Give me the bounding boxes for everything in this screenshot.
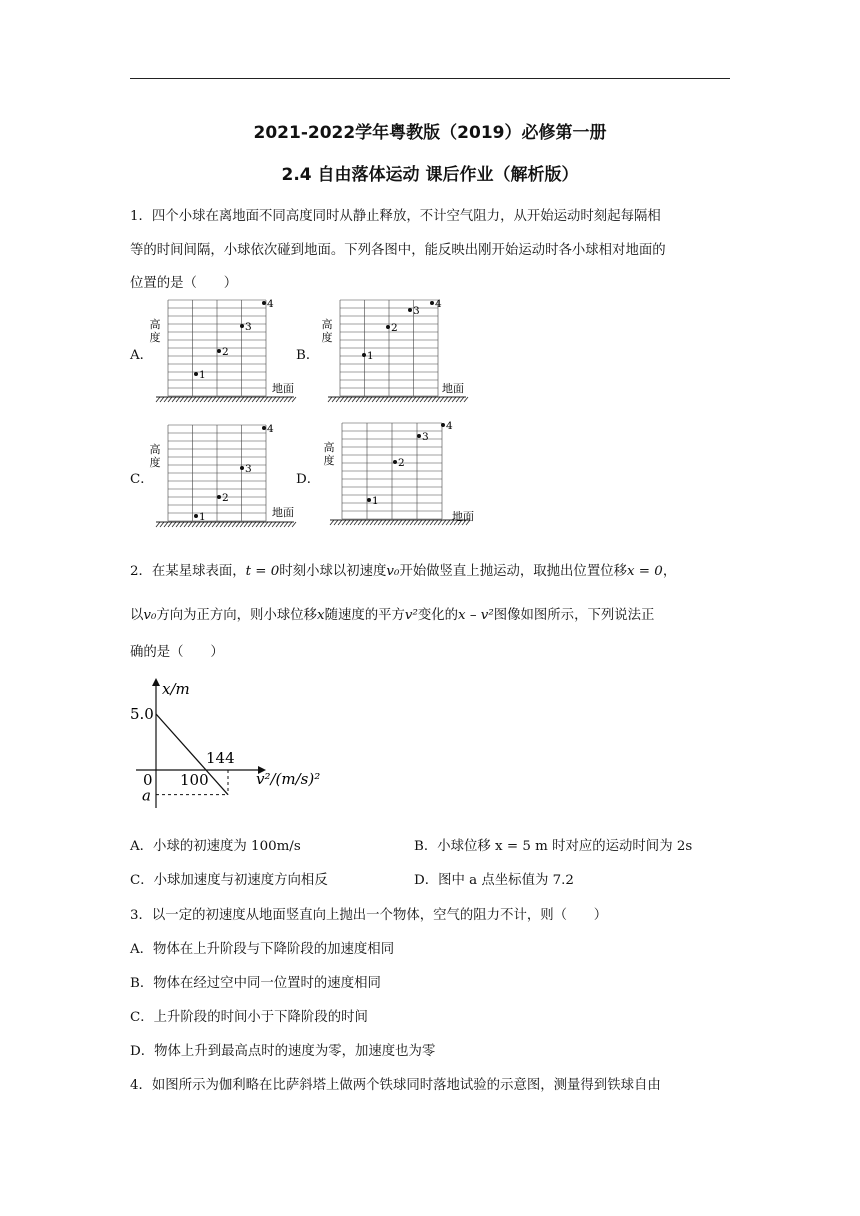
ground-label: 地面 (442, 382, 464, 395)
ground-hatch (288, 397, 292, 402)
ground-hatch (336, 397, 340, 402)
q2-chart (130, 676, 360, 816)
ground-hatch (328, 397, 332, 402)
q1-option-b-label: B． (296, 348, 320, 363)
ground-hatch (456, 397, 460, 402)
tick-label: 0 (143, 771, 153, 789)
axis-label-top: 高 (323, 441, 335, 454)
ground-hatch (216, 522, 220, 527)
ground-hatch (184, 397, 188, 402)
ball-label-3: 3 (422, 431, 429, 443)
q2-option-c: C．小球加速度与初速度方向相反 (130, 873, 328, 888)
q1-option-a-label: A． (130, 348, 154, 363)
ground-hatch (180, 522, 184, 527)
ground-hatch (430, 520, 434, 525)
ground-hatch (356, 397, 360, 402)
axis-label-bottom: 度 (149, 331, 161, 344)
q2-text: 开始做竖直上抛运动，取抛出位置位移 (399, 564, 627, 579)
ground-hatch (434, 520, 438, 525)
ground-hatch (180, 397, 184, 402)
ground-hatch (264, 522, 268, 527)
ground-hatch (244, 397, 248, 402)
ground-hatch (208, 522, 212, 527)
ground-hatch (292, 397, 296, 402)
ground-hatch (392, 397, 396, 402)
ground-hatch (276, 522, 280, 527)
ground-hatch (164, 397, 168, 402)
q2-math-x: x (317, 608, 325, 623)
ball-label-4: 4 (435, 298, 442, 310)
q2-text: 变化的 (417, 608, 459, 623)
ground-hatch (464, 397, 468, 402)
ground-hatch (370, 520, 374, 525)
ground-hatch (168, 397, 172, 402)
ground-hatch (248, 397, 252, 402)
ground-hatch (284, 522, 288, 527)
ground-hatch (444, 397, 448, 402)
ground-hatch (256, 397, 260, 402)
ground-hatch (410, 520, 414, 525)
ball-point-4 (430, 301, 434, 305)
ground-hatch (346, 520, 350, 525)
ground-hatch (384, 397, 388, 402)
ground-hatch (440, 397, 444, 402)
ground-hatch (272, 522, 276, 527)
ball-label-3: 3 (245, 321, 252, 333)
q2-math-v0: v₀ (143, 608, 157, 623)
q2-math-v0: v₀ (386, 564, 400, 579)
q2-text: ， (662, 564, 677, 579)
q1-figure-a (150, 298, 297, 402)
q2-line2 (130, 604, 654, 623)
ground-hatch (260, 522, 264, 527)
ground-hatch (422, 520, 426, 525)
ground-hatch (376, 397, 380, 402)
q2-line1 (130, 560, 676, 579)
q2-math-t0: t = 0 (245, 564, 280, 579)
ground-hatch (268, 397, 272, 402)
q2-option-a: A．小球的初速度为 100m/s (130, 839, 301, 854)
ground-hatch (438, 520, 442, 525)
ground-hatch (220, 397, 224, 402)
ground-hatch (374, 520, 378, 525)
ground-hatch (232, 397, 236, 402)
ground-hatch (232, 522, 236, 527)
q3-option-d: D．物体上升到最高点时的速度为零，加速度也为零 (130, 1044, 436, 1059)
ground-hatch (212, 397, 216, 402)
ground-hatch (386, 520, 390, 525)
q1-line2: 等的时间间隔，小球依次碰到地面。下列各图中，能反映出刚开始运动时各小球相对地面的 (130, 243, 666, 258)
q2-math-x0: x = 0 (627, 564, 663, 579)
ball-label-2: 2 (222, 492, 229, 504)
q2-text: 随速度的平方 (324, 608, 405, 623)
q1-option-c-label: C． (130, 472, 154, 487)
ground-hatch (348, 397, 352, 402)
ground-hatch (372, 397, 376, 402)
ground-hatch (342, 520, 346, 525)
ground-hatch (428, 397, 432, 402)
ball-point-2 (217, 349, 221, 353)
x-axis-label: v²/(m/s)² (256, 770, 321, 788)
axis-label-top: 高 (149, 443, 161, 456)
ground-hatch (224, 522, 228, 527)
ground-hatch (264, 397, 268, 402)
ground-label: 地面 (452, 510, 474, 523)
ground-hatch (354, 520, 358, 525)
point-a-label: a (142, 786, 151, 805)
q1-line1: 1．四个小球在离地面不同高度同时从静止释放，不计空气阻力，从开始运动时刻起每隔相 (130, 209, 661, 224)
q2-text: 图像如图所示，下列说法正 (493, 608, 655, 623)
ground-hatch (208, 397, 212, 402)
ball-point-1 (367, 498, 371, 502)
ground-hatch (288, 522, 292, 527)
ground-hatch (442, 520, 446, 525)
ball-point-3 (417, 434, 421, 438)
ball-label-2: 2 (391, 322, 398, 334)
ball-point-2 (217, 495, 221, 499)
q1-option-d-label: D． (296, 472, 321, 487)
ground-hatch (176, 522, 180, 527)
ground-hatch (280, 522, 284, 527)
ground-hatch (388, 397, 392, 402)
ground-hatch (172, 522, 176, 527)
ground-hatch (156, 522, 160, 527)
ground-hatch (224, 397, 228, 402)
ball-point-4 (262, 301, 266, 305)
ball-label-1: 1 (199, 511, 206, 523)
q1-figures (0, 0, 860, 540)
ground-hatch (406, 520, 410, 525)
ground-label: 地面 (272, 382, 294, 395)
ground-hatch (352, 397, 356, 402)
tick-label: 100 (180, 771, 209, 789)
ground-hatch (446, 520, 450, 525)
ball-label-3: 3 (413, 305, 420, 317)
ground-hatch (168, 522, 172, 527)
ground-hatch (236, 522, 240, 527)
ground-hatch (420, 397, 424, 402)
ground-hatch (404, 397, 408, 402)
ground-hatch (344, 397, 348, 402)
ground-hatch (432, 397, 436, 402)
ground-hatch (272, 397, 276, 402)
ball-point-2 (386, 325, 390, 329)
q1-line3: 位置的是（ ） (130, 276, 238, 291)
doc-title: 2021-2022学年粤教版（2019）必修第一册 (253, 123, 607, 143)
y-axis-arrow (152, 678, 160, 686)
ground-hatch (358, 520, 362, 525)
ground-hatch (334, 520, 338, 525)
ground-hatch (380, 397, 384, 402)
ball-point-2 (393, 460, 397, 464)
ball-point-1 (194, 514, 198, 518)
ground-label: 地面 (272, 506, 294, 519)
ground-hatch (228, 397, 232, 402)
ground-hatch (200, 397, 204, 402)
q3-option-a: A．物体在上升阶段与下降阶段的加速度相同 (130, 942, 395, 957)
ground-hatch (338, 520, 342, 525)
q2-line3: 确的是（ ） (130, 645, 224, 660)
ground-hatch (184, 522, 188, 527)
doc-subtitle: 2.4 自由落体运动 课后作业（解析版） (281, 165, 579, 185)
tick-label: 5.0 (130, 705, 154, 723)
ball-point-4 (262, 426, 266, 430)
axis-label-bottom: 度 (149, 456, 161, 469)
ground-hatch (424, 397, 428, 402)
ground-hatch (402, 520, 406, 525)
ground-hatch (460, 397, 464, 402)
q2-option-d: D．图中 a 点坐标值为 7.2 (414, 873, 574, 888)
ground-hatch (414, 520, 418, 525)
ground-hatch (350, 520, 354, 525)
ground-hatch (240, 522, 244, 527)
ground-hatch (204, 397, 208, 402)
q1-figure-c (150, 423, 297, 527)
ball-point-1 (362, 353, 366, 357)
y-axis-label: x/m (162, 680, 190, 698)
ball-point-4 (441, 423, 445, 427)
ball-point-3 (408, 308, 412, 312)
ground-hatch (192, 522, 196, 527)
q2-text: 时刻小球以初速度 (279, 564, 387, 579)
ball-point-3 (240, 324, 244, 328)
ground-hatch (268, 522, 272, 527)
ground-hatch (368, 397, 372, 402)
ground-hatch (332, 397, 336, 402)
ground-hatch (390, 520, 394, 525)
ground-hatch (196, 397, 200, 402)
ground-hatch (398, 520, 402, 525)
ground-hatch (416, 397, 420, 402)
axis-label-bottom: 度 (321, 331, 333, 344)
ground-hatch (400, 397, 404, 402)
ground-hatch (176, 397, 180, 402)
ground-hatch (160, 522, 164, 527)
q2-math-xv2: x – v² (458, 608, 494, 623)
ball-label-2: 2 (222, 346, 229, 358)
ball-label-4: 4 (267, 298, 274, 310)
ball-label-4: 4 (267, 423, 274, 435)
ground-hatch (248, 522, 252, 527)
ball-label-1: 1 (372, 495, 379, 507)
ground-hatch (156, 397, 160, 402)
ground-hatch (252, 397, 256, 402)
ground-hatch (382, 520, 386, 525)
q3-line1: 3．以一定的初速度从地面竖直向上抛出一个物体，空气的阻力不计，则（ ） (130, 908, 608, 923)
ground-hatch (276, 397, 280, 402)
ground-hatch (256, 522, 260, 527)
ground-hatch (340, 397, 344, 402)
ground-hatch (330, 520, 334, 525)
ground-hatch (228, 522, 232, 527)
ground-hatch (188, 397, 192, 402)
ground-hatch (452, 397, 456, 402)
q2-text: 以 (130, 608, 144, 623)
axis-label-bottom: 度 (323, 454, 335, 467)
ball-point-1 (194, 372, 198, 376)
ground-hatch (252, 522, 256, 527)
ground-hatch (394, 520, 398, 525)
q2-text: 方向为正方向，则小球位移 (156, 608, 318, 623)
ground-hatch (292, 522, 296, 527)
ground-hatch (436, 397, 440, 402)
ball-label-1: 1 (367, 350, 374, 362)
ground-hatch (408, 397, 412, 402)
ground-hatch (360, 397, 364, 402)
ground-hatch (426, 520, 430, 525)
ground-hatch (160, 397, 164, 402)
ball-label-1: 1 (199, 369, 206, 381)
ball-label-2: 2 (398, 457, 405, 469)
ground-hatch (396, 397, 400, 402)
q2-text: 2．在某星球表面， (130, 564, 246, 579)
ground-hatch (188, 522, 192, 527)
ground-hatch (244, 522, 248, 527)
q3-option-b: B．物体在经过空中同一位置时的速度相同 (130, 976, 381, 991)
ground-hatch (366, 520, 370, 525)
q2-option-b: B．小球位移 x = 5 m 时对应的运动时间为 2s (414, 839, 693, 854)
axis-label-top: 高 (149, 318, 161, 331)
ground-hatch (378, 520, 382, 525)
ball-point-3 (240, 466, 244, 470)
ground-hatch (216, 397, 220, 402)
ground-hatch (172, 397, 176, 402)
ground-hatch (280, 397, 284, 402)
ball-label-3: 3 (245, 463, 252, 475)
ground-hatch (284, 397, 288, 402)
ground-hatch (260, 397, 264, 402)
ball-label-4: 4 (446, 420, 453, 432)
ground-hatch (364, 397, 368, 402)
q4-line1: 4．如图所示为伽利略在比萨斜塔上做两个铁球同时落地试验的示意图，测量得到铁球自由 (130, 1078, 661, 1093)
q1-figure-b (322, 298, 469, 402)
q1-figure-d (324, 420, 475, 525)
ground-hatch (212, 522, 216, 527)
ground-hatch (240, 397, 244, 402)
ground-hatch (220, 522, 224, 527)
q2-math-v2: v² (404, 608, 418, 623)
ground-hatch (418, 520, 422, 525)
axis-label-top: 高 (321, 318, 333, 331)
ground-hatch (192, 397, 196, 402)
q3-option-c: C．上升阶段的时间小于下降阶段的时间 (130, 1010, 368, 1025)
ground-hatch (448, 397, 452, 402)
tick-label: 144 (206, 749, 235, 767)
ground-hatch (164, 522, 168, 527)
ground-hatch (236, 397, 240, 402)
ground-hatch (412, 397, 416, 402)
ground-hatch (362, 520, 366, 525)
